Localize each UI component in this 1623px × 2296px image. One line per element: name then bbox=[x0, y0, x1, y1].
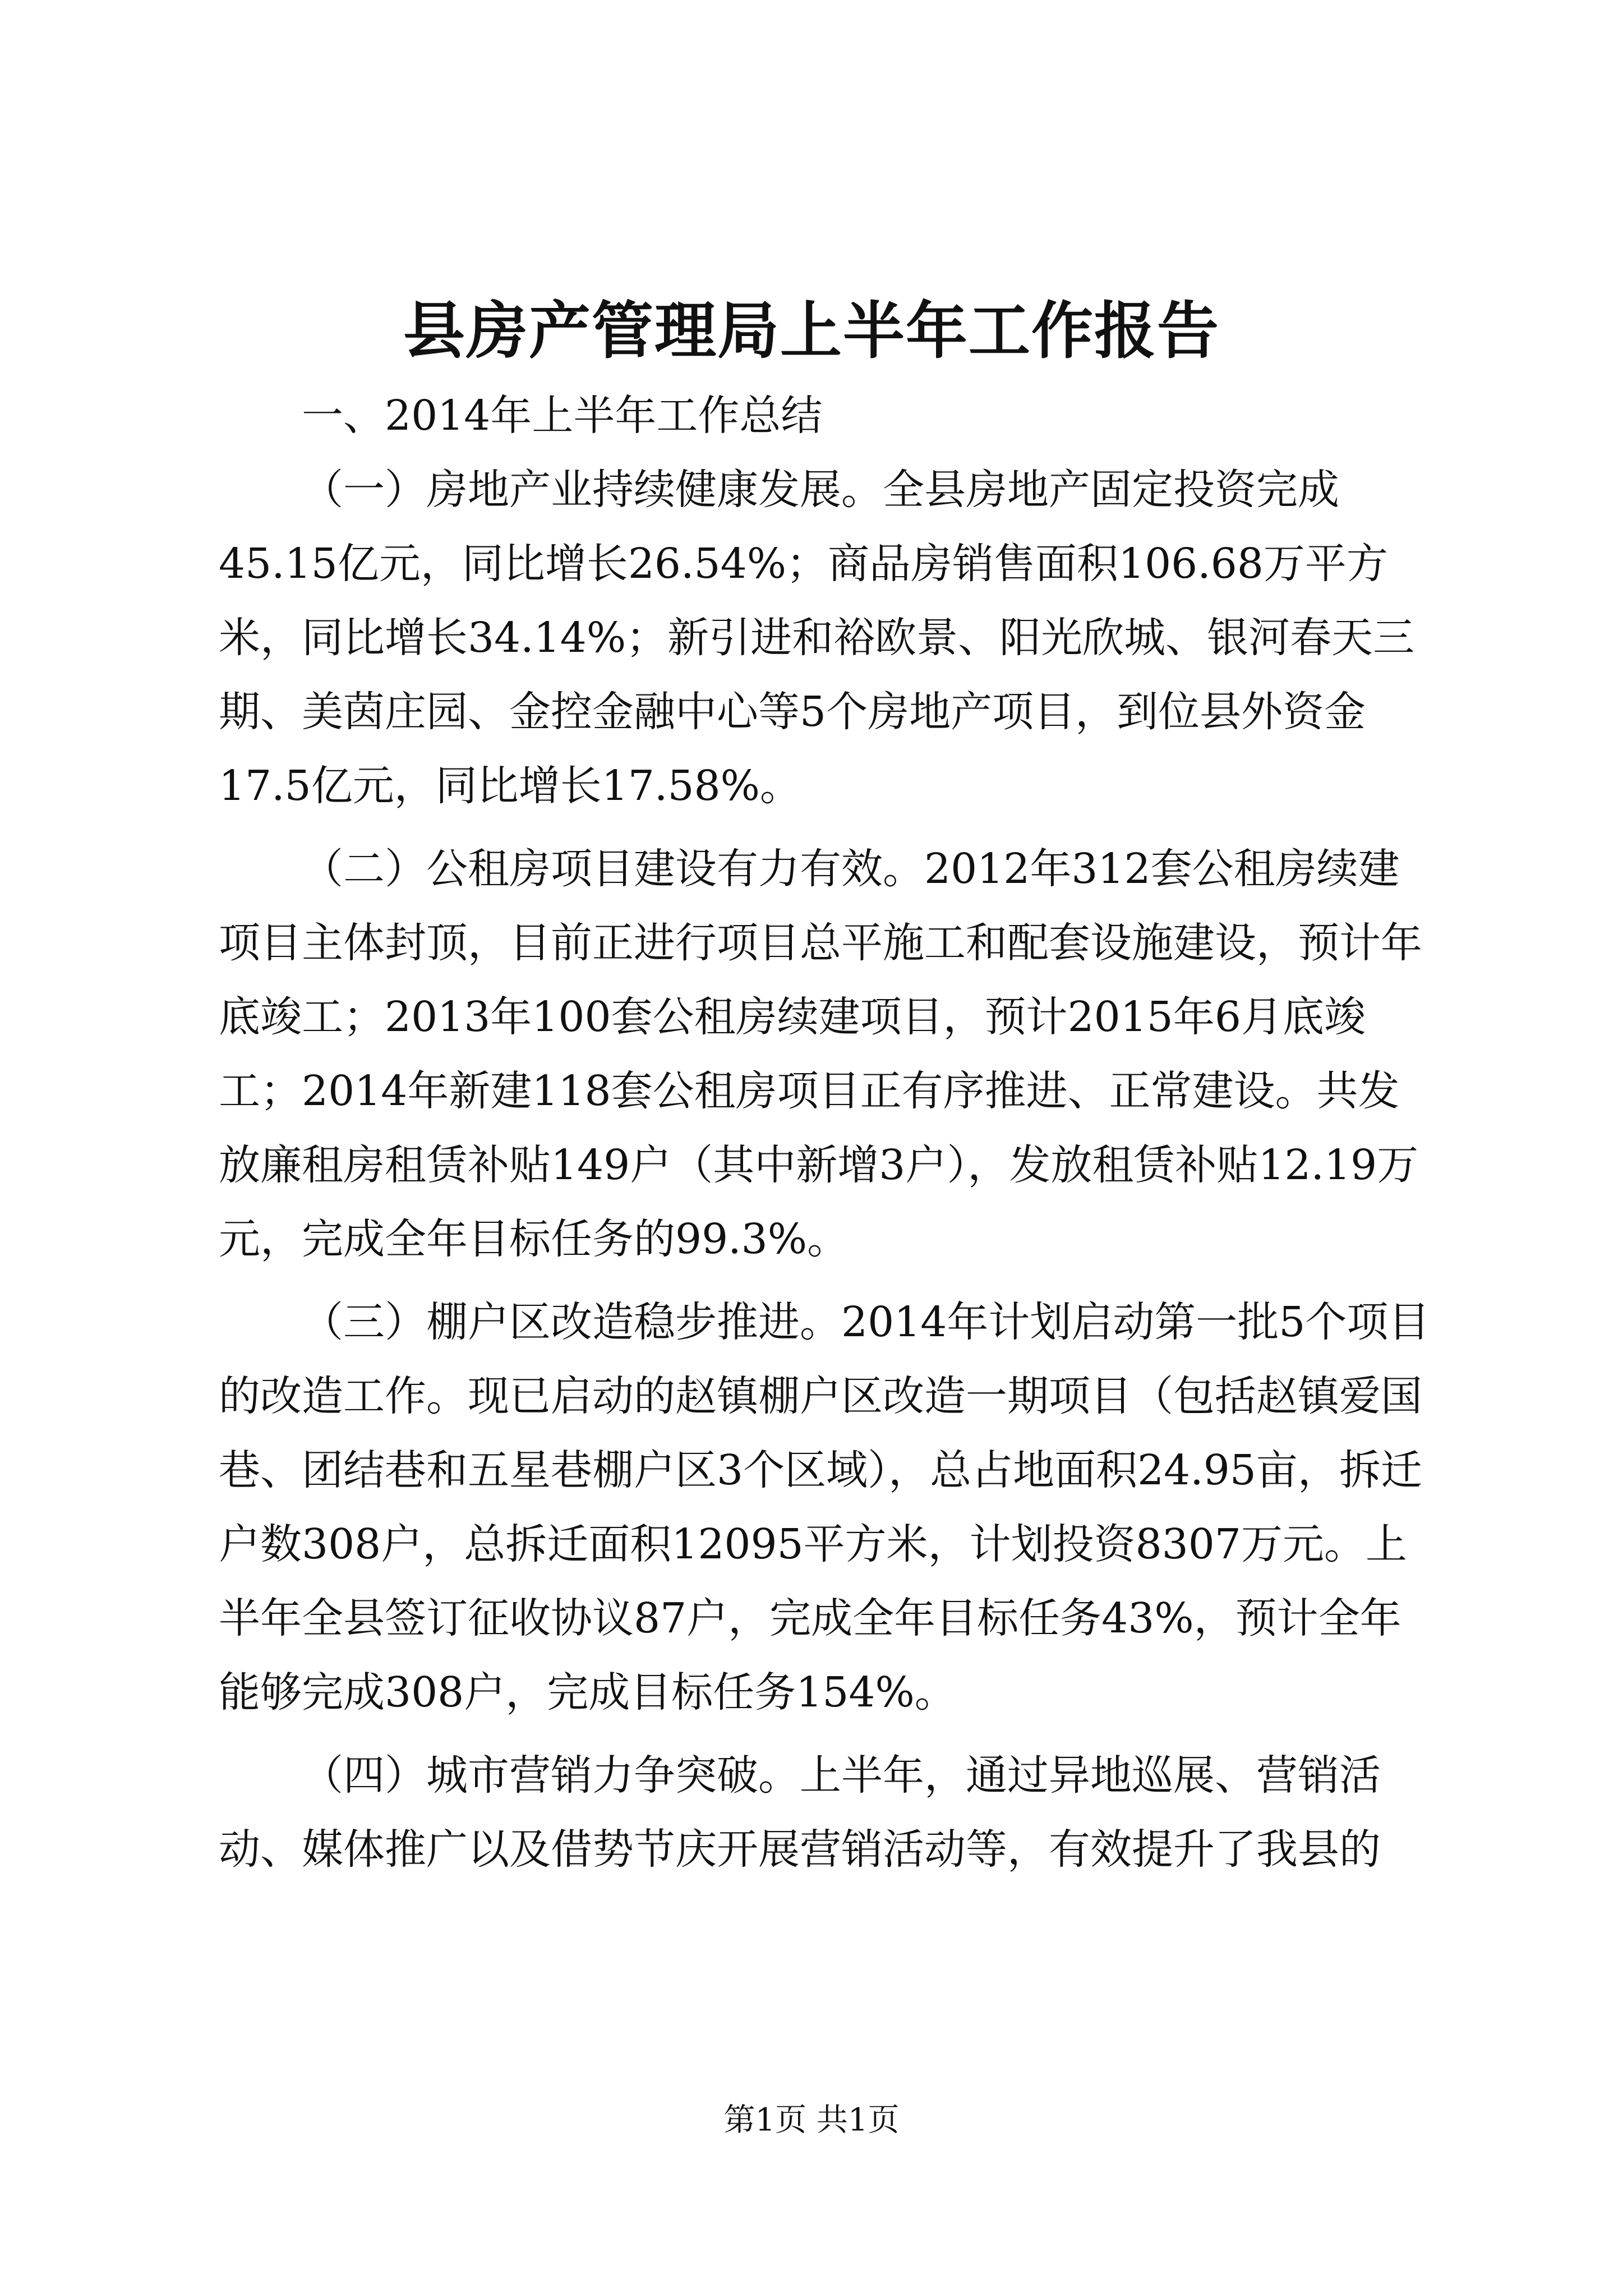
paragraph-public-rental-housing: （二）公租房项目建设有力有效。2012年312套公租房续建项目主体封顶，目前正进行项目总平施工和配套设施建设，预计年底竣工；2013年100套公租房续建项目，预计2015年6月底竣工；2014年新建118套公租房项目正有序推进、正常建设。共发放廉租房租赁补贴149户（其中新增3户），发放租赁补贴12.19万元，完成全年目标任务的99.3%。 bbox=[219, 845, 1422, 1263]
paragraph-real-estate: （一）房地产业持续健康发展。全县房地产固定投资完成45.15亿元，同比增长26.54%；商品房销售面积106.68万平方米，同比增长34.14%；新引进和裕欧景、阳光欣城、银河春天三期、美茵庄园、金控金融中心等5个房地产项目，到位县外资金17.5亿元，同比增长17.58%。 bbox=[219, 466, 1415, 810]
paragraph-city-marketing: （四）城市营销力争突破。上半年，通过异地巡展、营销活动、媒体推广以及借势节庆开展营销活动等，有效提升了我县的 bbox=[219, 1751, 1381, 1874]
document-body bbox=[219, 379, 1430, 1895]
page-footer: 第1页 共1页 bbox=[723, 2102, 900, 2138]
section-heading: 一、2014年上半年工作总结 bbox=[302, 392, 823, 440]
paragraph-shantytown-renovation: （三）棚户区改造稳步推进。2014年计划启动第一批5个项目的改造工作。现已启动的赵镇棚户区改造一期项目（包括赵镇爱国巷、团结巷和五星巷棚户区3个区域），总占地面积24.95亩，拆迁户数308户，总拆迁面积12095平方米，计划投资8307万元。上半年全县签订征收协议87户，完成全年目标任务43%，预计全年能够完成308户，完成目标任务154%。 bbox=[219, 1298, 1430, 1717]
document-title: 县房产管理局上半年工作报告 bbox=[403, 295, 1220, 367]
